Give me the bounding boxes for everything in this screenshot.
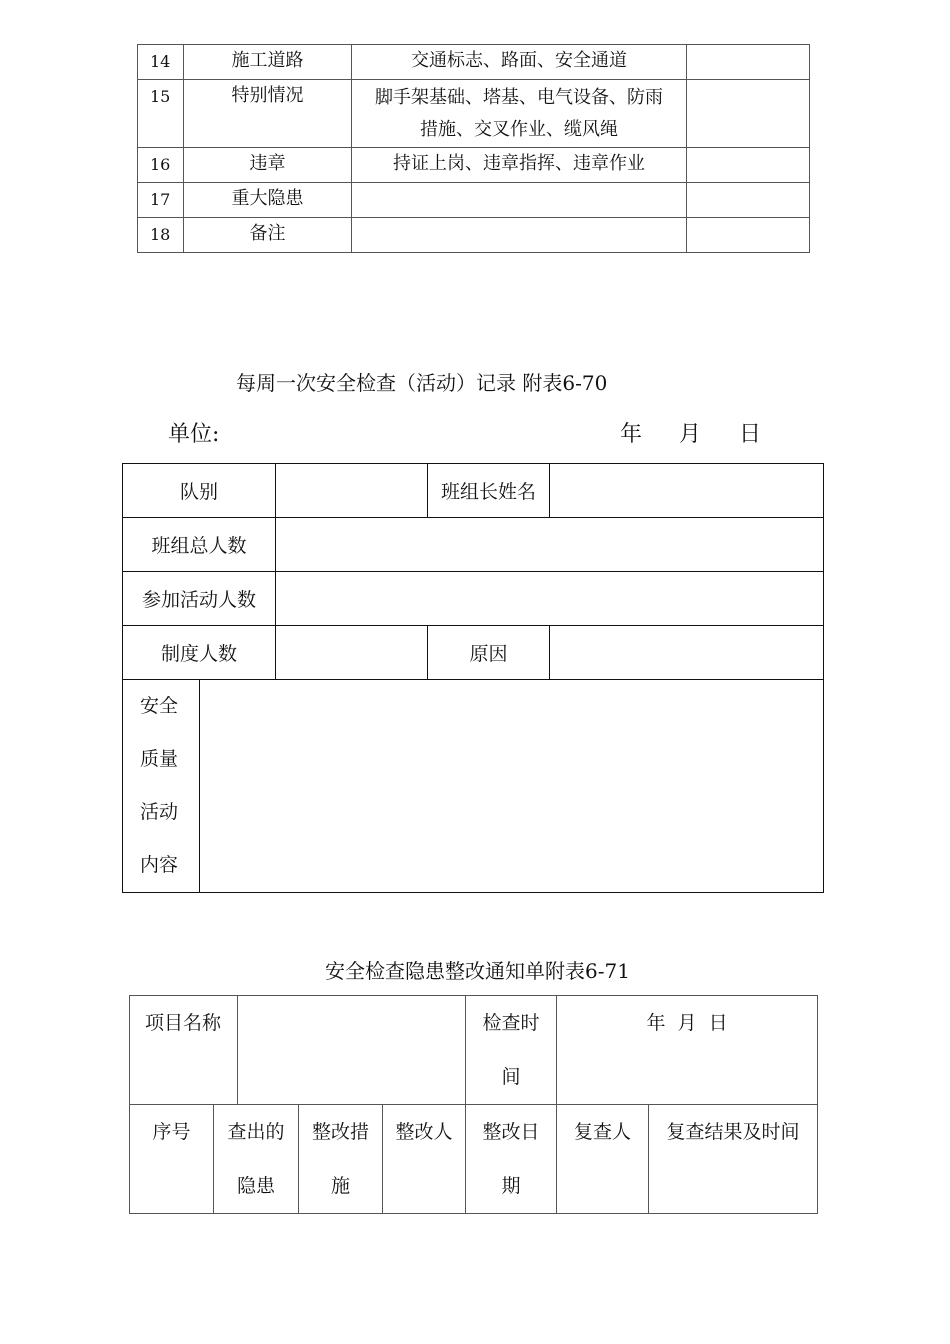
leader-field[interactable] [550, 464, 824, 518]
col-header-reviewer: 复查人 [557, 1105, 649, 1214]
participants-field[interactable] [276, 572, 824, 626]
table-row [138, 183, 810, 218]
rectification-notice-table [129, 995, 818, 1214]
col-header-measure: 整改措 施 [299, 1105, 383, 1214]
row-number: 14 [138, 45, 184, 80]
inspection-items-table [137, 44, 810, 253]
check-time-label-line: 检查时 [482, 1012, 540, 1034]
activity-content-label-line: 内容 [140, 854, 179, 876]
table-row [130, 996, 818, 1105]
activity-content-label-line: 质量 [140, 748, 179, 770]
activity-content-field[interactable] [200, 680, 824, 893]
unit-label: 单位: [168, 422, 220, 447]
leader-label: 班组长姓名 [428, 464, 550, 518]
col-header-review-result: 复查结果及时间 [649, 1105, 818, 1214]
item-name: 备注 [184, 218, 352, 253]
weekly-check-table [122, 463, 824, 893]
item-content [352, 80, 687, 148]
item-remark[interactable] [687, 183, 810, 218]
row-number: 15 [138, 80, 184, 148]
activity-content-label-line: 安全 [140, 695, 179, 717]
col-header-serial: 序号 [130, 1105, 214, 1214]
item-content: 交通标志、路面、安全通道 [352, 45, 687, 80]
absent-count-label: 制度人数 [123, 626, 276, 680]
table-row [138, 45, 810, 80]
check-time-label [466, 996, 557, 1105]
row-number: 18 [138, 218, 184, 253]
table-row [138, 80, 810, 148]
reason-field[interactable] [550, 626, 824, 680]
table-row [130, 1105, 818, 1214]
date-year-label: 年 [620, 422, 643, 447]
team-field[interactable] [276, 464, 428, 518]
item-remark[interactable] [687, 218, 810, 253]
row-number: 16 [138, 148, 184, 183]
item-content: 持证上岗、违章指挥、违章作业 [352, 148, 687, 183]
item-name: 违章 [184, 148, 352, 183]
table-row [138, 218, 810, 253]
item-content-line: 措施、交叉作业、缆风绳 [420, 119, 618, 140]
item-name: 特别情况 [184, 80, 352, 148]
check-time-label-line: 间 [501, 1066, 521, 1088]
table-row [123, 518, 824, 572]
absent-count-field[interactable] [276, 626, 428, 680]
project-name-label: 项目名称 [130, 996, 238, 1105]
table-row [138, 148, 810, 183]
activity-content-label-line: 活动 [140, 801, 179, 823]
project-name-field[interactable] [238, 996, 466, 1105]
table-row [123, 626, 824, 680]
rectification-notice-title: 安全检查隐患整改通知单附表6-71 [325, 959, 630, 983]
team-label: 队别 [123, 464, 276, 518]
item-content[interactable] [352, 218, 687, 253]
item-name: 施工道路 [184, 45, 352, 80]
total-members-field[interactable] [276, 518, 824, 572]
row-number: 17 [138, 183, 184, 218]
activity-content-label [123, 680, 200, 893]
item-remark[interactable] [687, 148, 810, 183]
item-remark[interactable] [687, 45, 810, 80]
table-row [123, 680, 824, 893]
item-content-line: 脚手架基础、塔基、电气设备、防雨 [375, 87, 663, 108]
date-month-label: 月 [679, 422, 702, 447]
date-day-label: 日 [739, 422, 762, 447]
item-content[interactable] [352, 183, 687, 218]
col-header-due-date: 整改日 期 [466, 1105, 557, 1214]
item-remark[interactable] [687, 80, 810, 148]
weekly-check-title: 每周一次安全检查（活动）记录 附表6-70 [236, 371, 608, 395]
participants-label: 参加活动人数 [123, 572, 276, 626]
total-members-label: 班组总人数 [123, 518, 276, 572]
check-date-field[interactable] [557, 996, 818, 1105]
col-header-responsible: 整改人 [383, 1105, 466, 1214]
reason-label: 原因 [428, 626, 550, 680]
table-row [123, 572, 824, 626]
item-name: 重大隐患 [184, 183, 352, 218]
col-header-hazard: 查出的 隐患 [214, 1105, 299, 1214]
check-date-text: 年 月 日 [646, 1012, 728, 1034]
table-row [123, 464, 824, 518]
